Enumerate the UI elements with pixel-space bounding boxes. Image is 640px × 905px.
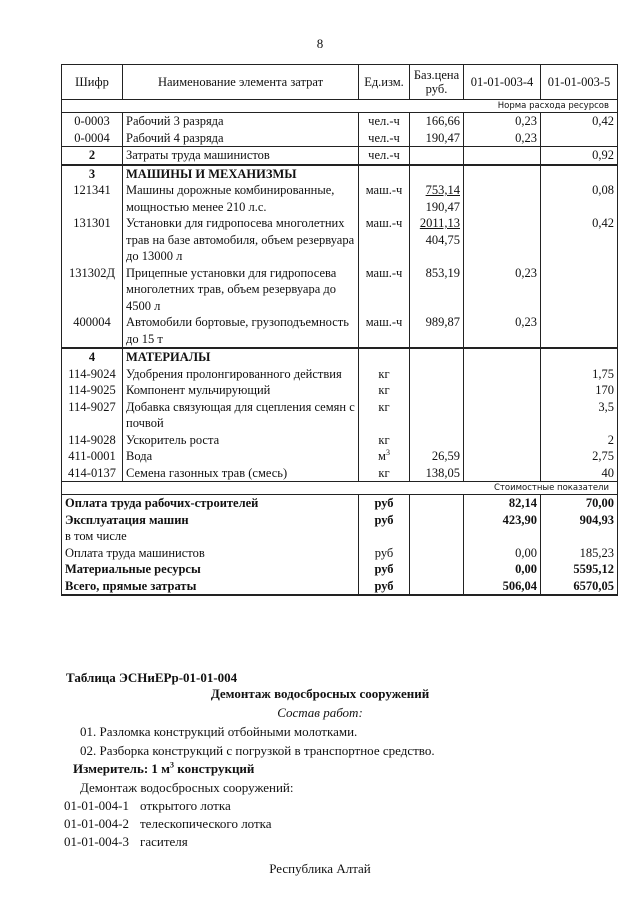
item-code: 01-01-004-1 [64,798,129,813]
cost-band: Стоимостные показатели [62,482,618,495]
row-col-b: 2,75 [541,448,618,465]
row-unit: кг [359,432,410,449]
row-price: 166,66 [410,113,464,130]
total-col-b: 6570,05 [541,578,618,596]
section-name: Затраты труда машинистов [123,147,359,165]
dismantle-intro: Демонтаж водосбросных сооружений: [80,780,294,795]
total-row [62,495,618,512]
header-col-a: 01-01-003-4 [464,65,541,100]
total-col-b: 5595,12 [541,561,618,578]
total-col-a: 0,00 [464,561,541,578]
row-price: 190,47 [410,130,464,147]
table-row [62,182,618,215]
norm-band: Норма расхода ресурсов [62,100,618,113]
row-col-b [541,265,618,315]
total-col-a: 82,14 [464,495,541,512]
total-col-b: 70,00 [541,495,618,512]
section-col-b: 0,92 [541,147,618,165]
section-name: МАТЕРИАЛЫ [123,348,359,366]
row-unit: маш.-ч [359,182,410,215]
row-unit: кг [359,465,410,482]
total-unit: руб [359,512,410,529]
row-price: 138,05 [410,465,464,482]
unit-base: м [378,449,386,463]
row-price [410,215,464,265]
total-row [62,578,618,596]
row-price [410,382,464,399]
total-col-b [541,528,618,545]
total-col-b: 185,23 [541,545,618,562]
row-name: Автомобили бортовые, грузоподъемность до 15 т [123,314,359,348]
norm-band-row [62,100,618,113]
total-name: Оплата труда машинистов [62,545,359,562]
table-row [62,265,618,315]
total-name: Всего, прямые затраты [62,578,359,596]
total-col-a: 0,00 [464,545,541,562]
row-unit: чел.-ч [359,113,410,130]
row-code: 114-9024 [62,366,123,383]
total-row [62,561,618,578]
row-name: Рабочий 4 разряда [123,130,359,147]
section-unit: чел.-ч [359,147,410,165]
header-base-price: Баз.цена руб. [410,65,464,100]
total-name: Оплата труда рабочих-строителей [62,495,359,512]
total-row [62,545,618,562]
measure-superscript: 3 [170,760,175,770]
price-labor: 190,47 [425,199,460,214]
row-col-b: 0,42 [541,215,618,265]
row-price [410,366,464,383]
price-base: 753,14 [425,183,460,197]
section-code: 4 [62,348,123,366]
row-code: 0-0003 [62,113,123,130]
item-code: 01-01-004-2 [64,816,129,831]
row-unit: кг [359,366,410,383]
total-col-a: 506,04 [464,578,541,596]
row-name: Добавка связующая для сцепления семян с почвой [123,399,359,432]
table-row [62,113,618,130]
row-name: Машины дорожные комбинированные, мощностью менее 210 л.с. [123,182,359,215]
row-code: 131301 [62,215,123,265]
row-price: 26,59 [410,448,464,465]
list-item [64,798,464,814]
total-col-a: 423,90 [464,512,541,529]
total-name: в том числе [62,528,359,545]
row-unit: кг [359,382,410,399]
row-price [410,432,464,449]
header-unit: Ед.изм. [359,65,410,100]
total-name: Материальные ресурсы [62,561,359,578]
measure-line [73,761,473,777]
row-col-a: 0,23 [464,314,541,348]
row-price [410,182,464,215]
row-col-b: 0,08 [541,182,618,215]
table-row [62,432,618,449]
price-labor: 404,75 [425,232,460,247]
row-col-b: 170 [541,382,618,399]
work-heading: Состав работ: [277,705,363,720]
total-unit: руб [359,545,410,562]
row-unit: кг [359,399,410,432]
row-col-a: 0,23 [464,265,541,315]
row-name: Компонент мульчирующий [123,382,359,399]
item-name: гасителя [140,834,188,849]
header-col-b: 01-01-003-5 [541,65,618,100]
table-title: Таблица ЭСНиЕРр-01-01-004 [66,670,238,685]
work-item: 01. Разломка конструкций отбойными молотками. [80,724,358,739]
row-code: 414-0137 [62,465,123,482]
price-base: 2011,13 [419,216,460,230]
table-row [62,382,618,399]
row-code: 114-9028 [62,432,123,449]
row-code: 0-0004 [62,130,123,147]
row-code: 400004 [62,314,123,348]
table-header-row [62,65,618,100]
work-item: 02. Разборка конструкций с погрузкой в транспортное средство. [80,743,435,758]
header-code: Шифр [62,65,123,100]
table-row [62,366,618,383]
total-col-a [464,528,541,545]
section-heading: Демонтаж водосбросных сооружений [210,686,430,701]
list-item [64,834,464,850]
row-unit: маш.-ч [359,215,410,265]
row-name: Рабочий 3 разряда [123,113,359,130]
footer-region: Республика Алтай [269,861,371,876]
total-name: Эксплуатация машин [62,512,359,529]
table-row [62,399,618,432]
table-row [62,465,618,482]
resource-table [61,64,618,596]
row-name: Вода [123,448,359,465]
row-name: Установки для гидропосева многолетних трав на базе автомобиля, объем резервуара до 13000 л [123,215,359,265]
row-name: Удобрения пролонгированного действия [123,366,359,383]
row-col-a: 0,23 [464,113,541,130]
measure-tail: конструкций [174,761,255,776]
row-col-a [464,182,541,215]
total-unit [359,528,410,545]
row-code: 411-0001 [62,448,123,465]
row-name: Прицепные установки для гидропосева многолетних трав, объем резервуара до 4500 л [123,265,359,315]
row-col-b: 3,5 [541,399,618,432]
page-number: 8 [316,36,324,51]
row-unit: чел.-ч [359,130,410,147]
row-price [410,399,464,432]
item-code: 01-01-004-3 [64,834,129,849]
item-name: открытого лотка [140,798,231,813]
table-row [62,215,618,265]
table-row [62,314,618,348]
total-unit: руб [359,561,410,578]
row-name: Семена газонных трав (смесь) [123,465,359,482]
row-price: 853,19 [410,265,464,315]
section-name: МАШИНЫ И МЕХАНИЗМЫ [123,165,359,183]
row-price: 989,87 [410,314,464,348]
unit-superscript: 3 [385,447,390,457]
table-row [62,130,618,147]
section-code: 3 [62,165,123,183]
section-row [62,165,618,183]
row-code: 114-9027 [62,399,123,432]
row-col-a: 0,23 [464,130,541,147]
row-code: 114-9025 [62,382,123,399]
total-col-b: 904,93 [541,512,618,529]
list-item [64,816,464,832]
row-col-b [541,314,618,348]
row-col-a [464,215,541,265]
header-name: Наименование элемента затрат [123,65,359,100]
row-unit: маш.-ч [359,314,410,348]
row-col-b: 40 [541,465,618,482]
cost-band-row [62,482,618,495]
row-col-b: 0,42 [541,113,618,130]
section-code: 2 [62,147,123,165]
measure-label: Измеритель: 1 м [73,761,171,776]
row-code: 131302Д [62,265,123,315]
total-row [62,528,618,545]
row-unit [359,448,410,465]
total-row [62,512,618,529]
row-unit: маш.-ч [359,265,410,315]
row-col-b [541,130,618,147]
section-row [62,147,618,165]
row-col-b: 1,75 [541,366,618,383]
item-name: телескопического лотка [140,816,272,831]
row-code: 121341 [62,182,123,215]
total-unit: руб [359,495,410,512]
section-row [62,348,618,366]
total-unit: руб [359,578,410,596]
row-col-b: 2 [541,432,618,449]
row-name: Ускоритель роста [123,432,359,449]
table-row [62,448,618,465]
